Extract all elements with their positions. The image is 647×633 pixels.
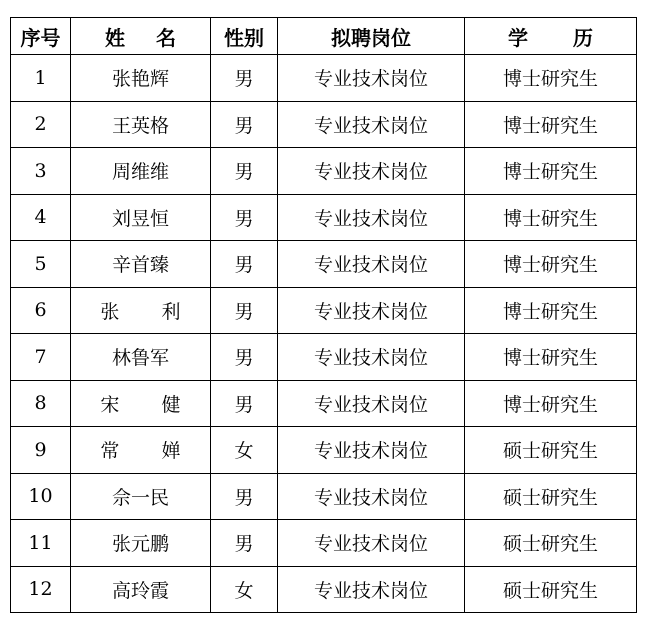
cell-serial-number: 5 [11, 241, 71, 288]
header-name: 姓 名 [71, 18, 211, 55]
cell-education: 博士研究生 [465, 334, 637, 381]
cell-education: 博士研究生 [465, 380, 637, 427]
table-row [11, 566, 637, 613]
cell-name [71, 287, 211, 334]
cell-position: 专业技术岗位 [278, 148, 465, 195]
header-row [11, 18, 637, 55]
cell-gender: 男 [211, 473, 278, 520]
cell-education: 博士研究生 [465, 101, 637, 148]
cell-education: 博士研究生 [465, 287, 637, 334]
header-gender: 性别 [211, 18, 278, 55]
table-row [11, 148, 637, 195]
personnel-table [10, 17, 637, 613]
cell-serial-number: 7 [11, 334, 71, 381]
cell-gender: 男 [211, 101, 278, 148]
cell-position: 专业技术岗位 [278, 427, 465, 474]
cell-serial-number: 10 [11, 473, 71, 520]
cell-serial-number: 6 [11, 287, 71, 334]
table-row [11, 55, 637, 102]
cell-serial-number: 1 [11, 55, 71, 102]
cell-serial-number: 2 [11, 101, 71, 148]
cell-gender: 男 [211, 55, 278, 102]
cell-education: 博士研究生 [465, 55, 637, 102]
cell-name: 张元鹏 [71, 520, 211, 567]
cell-education: 硕士研究生 [465, 473, 637, 520]
cell-gender: 男 [211, 194, 278, 241]
table-row [11, 427, 637, 474]
cell-gender: 男 [211, 520, 278, 567]
cell-position: 专业技术岗位 [278, 241, 465, 288]
cell-serial-number: 4 [11, 194, 71, 241]
table-row [11, 287, 637, 334]
cell-name: 刘昱恒 [71, 194, 211, 241]
table-row [11, 520, 637, 567]
cell-serial-number: 3 [11, 148, 71, 195]
table-row [11, 241, 637, 288]
cell-name: 张艳辉 [71, 55, 211, 102]
header-education: 学 历 [465, 18, 637, 55]
table-body [11, 55, 637, 613]
cell-serial-number: 12 [11, 566, 71, 613]
cell-position: 专业技术岗位 [278, 334, 465, 381]
cell-gender: 男 [211, 241, 278, 288]
cell-gender: 男 [211, 334, 278, 381]
cell-gender: 女 [211, 566, 278, 613]
table-row [11, 380, 637, 427]
cell-name: 辛首臻 [71, 241, 211, 288]
cell-name [71, 427, 211, 474]
cell-position: 专业技术岗位 [278, 194, 465, 241]
cell-education: 博士研究生 [465, 241, 637, 288]
table-row [11, 194, 637, 241]
cell-position: 专业技术岗位 [278, 566, 465, 613]
cell-serial-number: 11 [11, 520, 71, 567]
table-row [11, 101, 637, 148]
cell-name: 高玲霞 [71, 566, 211, 613]
cell-gender: 女 [211, 427, 278, 474]
cell-position: 专业技术岗位 [278, 380, 465, 427]
cell-education: 硕士研究生 [465, 520, 637, 567]
cell-position: 专业技术岗位 [278, 55, 465, 102]
header-serial-number: 序号 [11, 18, 71, 55]
cell-serial-number: 9 [11, 427, 71, 474]
cell-serial-number: 8 [11, 380, 71, 427]
cell-name: 林鲁军 [71, 334, 211, 381]
cell-education: 博士研究生 [465, 148, 637, 195]
table-row [11, 473, 637, 520]
cell-education: 硕士研究生 [465, 566, 637, 613]
table-header [11, 18, 637, 55]
cell-name-text: 张 利 [100, 300, 199, 323]
cell-name-text: 宋 健 [100, 393, 199, 416]
cell-position: 专业技术岗位 [278, 101, 465, 148]
cell-position: 专业技术岗位 [278, 473, 465, 520]
cell-position: 专业技术岗位 [278, 520, 465, 567]
header-position: 拟聘岗位 [278, 18, 465, 55]
cell-education: 博士研究生 [465, 194, 637, 241]
cell-name: 佘一民 [71, 473, 211, 520]
cell-name: 王英格 [71, 101, 211, 148]
cell-gender: 男 [211, 380, 278, 427]
cell-position: 专业技术岗位 [278, 287, 465, 334]
table-row [11, 334, 637, 381]
cell-gender: 男 [211, 287, 278, 334]
cell-name-text: 常 婵 [100, 440, 199, 463]
cell-gender: 男 [211, 148, 278, 195]
cell-name [71, 380, 211, 427]
cell-education: 硕士研究生 [465, 427, 637, 474]
cell-name: 周维维 [71, 148, 211, 195]
